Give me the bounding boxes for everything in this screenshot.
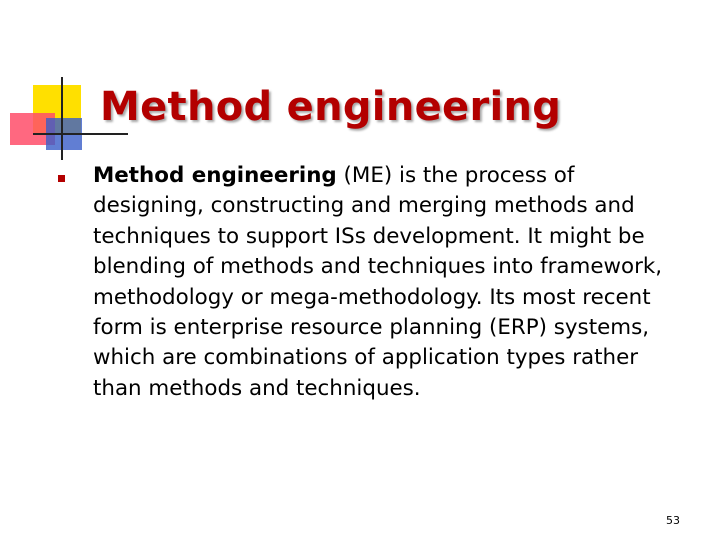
slide-title: Method engineering: [100, 84, 562, 130]
bullet-body: (ME) is the process of designing, constructing and merging methods and techniques to support ISs development. It might be blending of methods and techniques into framework, methodology or mega-methodology. Its most recent form is enterprise resource planning (ERP) systems, which are combinations of application types rather than methods and techniques.: [93, 163, 663, 401]
page-number: 53: [666, 514, 680, 527]
bullet-lead-term: Method engineering: [93, 163, 337, 188]
bullet-text: [93, 161, 683, 404]
bullet-marker: [58, 175, 65, 182]
